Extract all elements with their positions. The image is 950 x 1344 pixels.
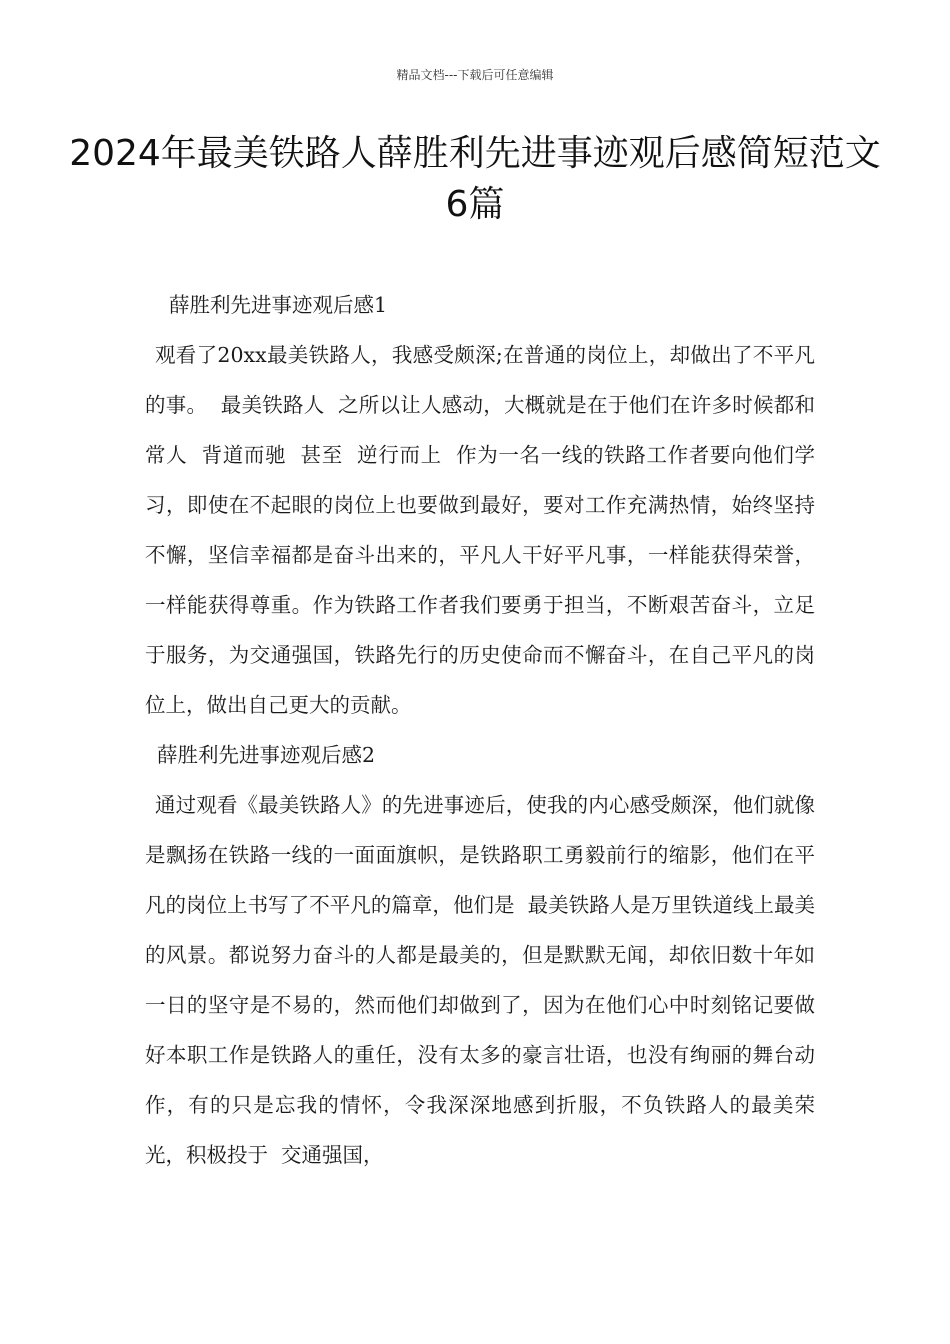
document-title: 2024年最美铁路人薛胜利先进事迹观后感简短范文6篇 [69, 133, 881, 225]
section-heading-2: 薛胜利先进事迹观后感2 [157, 743, 376, 767]
document-body [145, 280, 815, 1180]
section-paragraph-1: 观看了20xx最美铁路人，我感受颇深;在普通的岗位上，却做出了不平凡的事。 最美铁路人 之所以让人感动，大概就是在于他们在许多时候都和常人 背道而驰 甚至 逆行而上 作为一名一线的铁路工作者要向他们学习，即使在不起眼的岗位上也要做到最好，要对工作充满热情，始终坚持不懈，坚信幸福都是奋斗出来的，平凡人干好平凡事，一样能获得荣誉，一样能获得尊重。作为铁路工作者我们要勇于担当，不断艰苦奋斗，立足于服务，为交通强国，铁路先行的历史使命而不懈奋斗，在自己平凡的岗位上，做出自己更大的贡献。 [145, 343, 815, 717]
header-note: 精品文档---下载后可任意编辑 [396, 68, 554, 82]
section-heading-1: 薛胜利先进事迹观后感1 [169, 293, 388, 317]
section-paragraph-2: 通过观看《最美铁路人》的先进事迹后，使我的内心感受颇深，他们就像是飘扬在铁路一线的一面面旗帜，是铁路职工勇毅前行的缩影，他们在平凡的岗位上书写了不平凡的篇章，他们是 最美铁路人是万里铁道线上最美的风景。都说努力奋斗的人都是最美的，但是默默无闻，却依旧数十年如一日的坚守是不易的，然而他们却做到了，因为在他们心中时刻铭记要做好本职工作是铁路人的重任，没有太多的豪言壮语，也没有绚丽的舞台动作，有的只是忘我的情怀，令我深深地感到折服，不负铁路人的最美荣光，积极投于 交通强国， [145, 793, 815, 1167]
